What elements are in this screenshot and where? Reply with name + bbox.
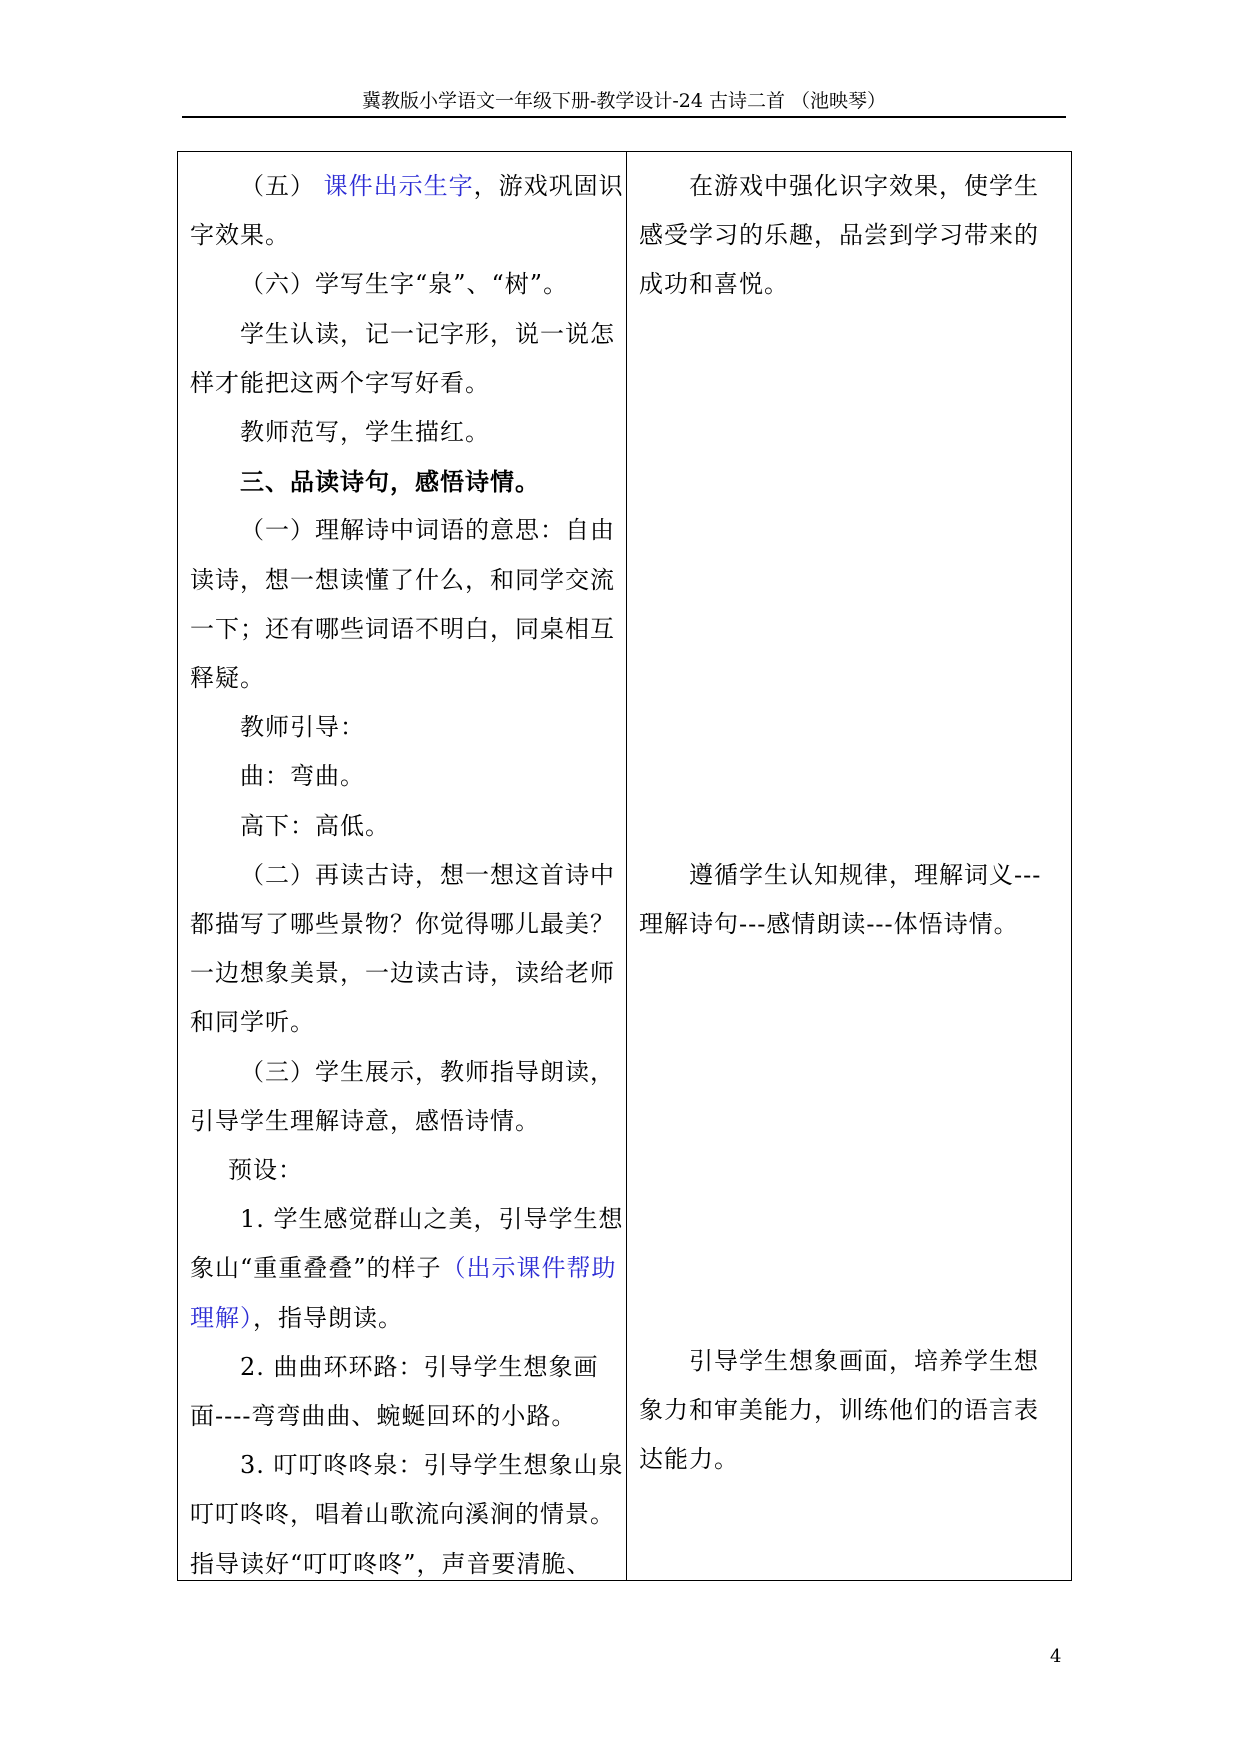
teaching-process-column	[178, 152, 627, 1580]
header-title: 冀教版小学语文一年级下册-教学设计-24 古诗二首 （池映琴）	[361, 90, 887, 112]
paragraph-mountains-rest: ，指导朗读。	[253, 1303, 403, 1332]
paragraph-5-number: （五）	[240, 172, 324, 200]
paragraph-mountains	[190, 1195, 626, 1343]
paragraph-spring: 3. 叮叮咚咚泉：引导学生想象山泉叮叮咚咚，唱着山歌流向溪涧的情景。指导读好“叮叮咚咚”，声音要清脆、	[190, 1451, 624, 1578]
paragraph-qu: 曲：弯曲。	[240, 762, 365, 791]
page-number: 4	[1050, 1646, 1062, 1667]
intent-note-3-text: 引导学生想象画面，培养学生想象力和审美能力，训练他们的语言表达能力。	[639, 1347, 1039, 1474]
intent-note-1-text: 在游戏中强化识字效果，使学生感受学习的乐趣，品尝到学习带来的成功和喜悦。	[639, 172, 1039, 299]
paragraph-teacher-write: 教师范写，学生描红。	[240, 418, 490, 447]
courseware-highlight: 课件出示生字	[323, 172, 474, 200]
paragraph-preset: 预设：	[228, 1156, 303, 1185]
paragraph-road: 2. 曲曲环环路：引导学生想象画面----弯弯曲曲、蜿蜒回环的小路。	[190, 1352, 599, 1431]
page-header	[182, 86, 1066, 118]
paragraph-5	[190, 162, 626, 260]
intent-note-1	[639, 162, 1061, 310]
paragraph-mountains-text: 1. 学生感觉群山之美，引导学生想象山“重重叠叠”的样子	[190, 1205, 624, 1283]
paragraph-read: 学生认读，记一记字形，说一说怎样才能把这两个字写好看。	[190, 319, 615, 397]
paragraph-reread: （二）再读古诗，想一想这首诗中都描写了哪些景物？你觉得哪儿最美？一边想象美景，一边读古诗，读给老师和同学听。	[190, 860, 615, 1037]
design-intent-column	[627, 152, 1071, 1580]
paragraph-5-rest: ，游戏巩固识字效果。	[190, 172, 624, 250]
paragraph-6: （六）学写生字“泉”、“树”。	[240, 270, 569, 299]
intent-note-2	[639, 851, 1061, 949]
intent-note-3	[639, 1337, 1061, 1485]
paragraph-student-show: （三）学生展示，教师指导朗读，引导学生理解诗意，感悟诗情。	[190, 1057, 615, 1135]
section-heading: 三、品读诗句，感悟诗情。	[240, 467, 540, 497]
paragraph-understand-words: （一）理解诗中词语的意思：自由读诗，想一想读懂了什么，和同学交流一下；还有哪些词语不明白，同桌相互释疑。	[190, 516, 615, 693]
courseware-help-highlight: （出示课件帮助理解）	[190, 1254, 617, 1332]
intent-note-2-text: 遵循学生认知规律，理解词义---理解诗句---感情朗读---体悟诗情。	[639, 861, 1042, 939]
paragraph-gaoxia: 高下：高低。	[240, 811, 390, 840]
lesson-table	[177, 151, 1072, 1581]
paragraph-teacher-guide: 教师引导：	[240, 713, 365, 742]
